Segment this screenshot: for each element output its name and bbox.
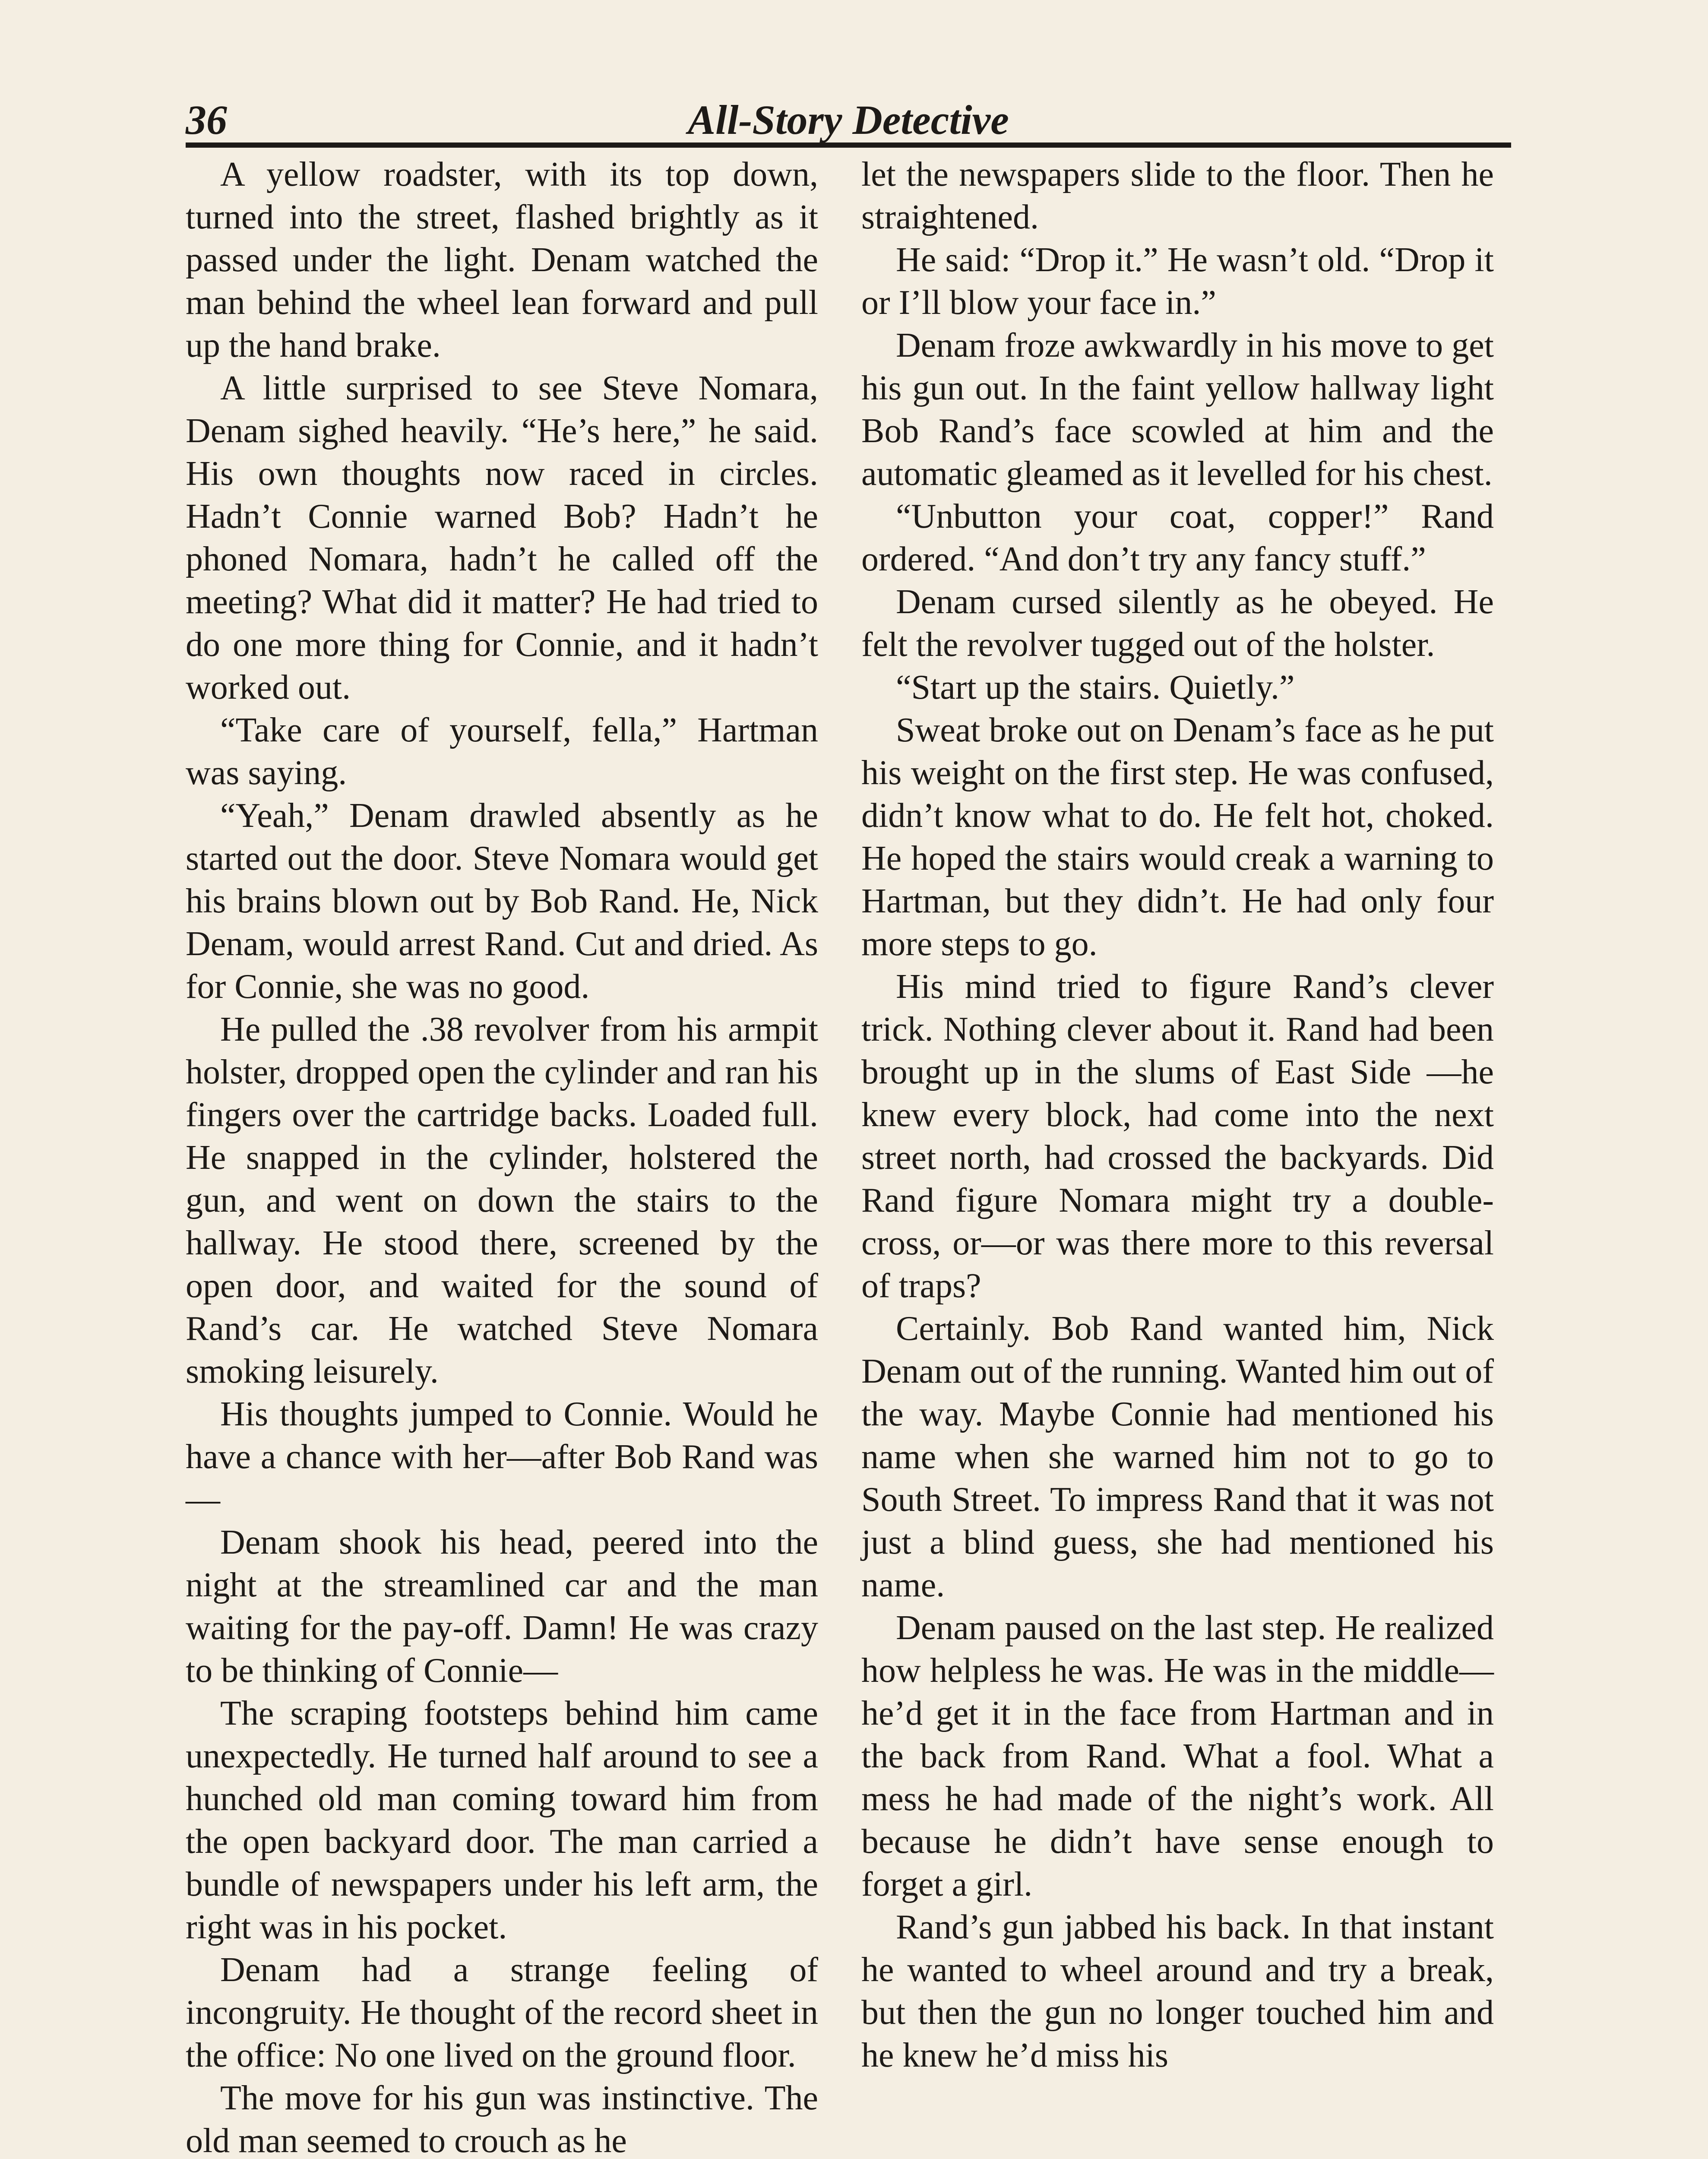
paragraph: Denam paused on the last step. He realized how helpless he was. He was in the middle—he’d get it in the face from Hartman and in the back from Rand. What a fool. What a mess he had made of the night’s work. All because he didn’t have sense enough to forget a girl. xyxy=(861,1609,1494,1903)
paragraph: Denam cursed silently as he obeyed. He felt the revolver tugged out of the holster. xyxy=(861,583,1494,664)
page-header xyxy=(186,91,1511,148)
paragraph: The scraping footsteps behind him came unexpectedly. He turned half around to see a hunched old man coming toward him from the open backyard door. The man carried a bundle of newspapers under his left arm, the right was in his pocket. xyxy=(186,1694,818,1946)
paragraph: “Take care of yourself, fella,” Hartman was saying. xyxy=(186,711,818,792)
paragraph: He pulled the .38 revolver from his armpit holster, dropped open the cylinder and ran his fingers over the cartridge backs. Loaded full. He snapped in the cylinder, holstered the gun, and went on down the stairs to the hallway. He stood there, screened by the open door, and waited for the sound of Rand’s car. He watched Steve Nomara smoking leisurely. xyxy=(186,1010,818,1390)
paragraph-continuation: let the newspapers slide to the floor. Then he straightened. xyxy=(861,155,1494,236)
paragraph: His mind tried to figure Rand’s clever trick. Nothing clever about it. Rand had been brought up in the slums of East Side —he knew every block, had come into the next street north, had crossed the backyards. Did Rand figure Nomara might try a double-cross, or—or was there more to this reversal of traps? xyxy=(861,968,1494,1305)
paragraph: Rand’s gun jabbed his back. In that instant he wanted to wheel around and try a break, but then the gun no longer touched him and he knew he’d miss his xyxy=(861,1908,1494,2074)
paragraph: Sweat broke out on Denam’s face as he put his weight on the first step. He was confused, didn’t know what to do. He felt hot, choked. He hoped the stairs would creak a warning to Hartman, but they didn’t. He had only four more steps to go. xyxy=(861,711,1494,963)
paragraph: “Unbutton your coat, copper!” Rand ordered. “And don’t try any fancy stuff.” xyxy=(861,497,1494,578)
paragraph: A little surprised to see Steve Nomara, Denam sighed heavily. “He’s here,” he said. His own thoughts now raced in circles. Hadn’t Connie warned Bob? Hadn’t he phoned Nomara, hadn’t he called off the meeting? What did it matter? He had tried to do one more thing for Connie, and it hadn’t worked out. xyxy=(186,369,818,706)
page-number: 36 xyxy=(186,97,227,143)
paragraph: “Yeah,” Denam drawled absently as he started out the door. Steve Nomara would get his brains blown out by Bob Rand. He, Nick Denam, would arrest Rand. Cut and dried. As for Connie, she was no good. xyxy=(186,797,818,1006)
paragraph: Denam had a strange feeling of incongruity. He thought of the record sheet in the office: No one lived on the ground floor. xyxy=(186,1951,818,2074)
left-column xyxy=(186,153,818,2159)
paragraph: His thoughts jumped to Connie. Would he have a chance with her—after Bob Rand was— xyxy=(186,1395,818,1519)
paragraph: Denam shook his head, peered into the night at the streamlined car and the man waiting for the pay-off. Damn! He was crazy to be thinking of Connie— xyxy=(186,1523,818,1690)
paragraph: Denam froze awkwardly in his move to get his gun out. In the faint yellow hallway light Bob Rand’s face scowled at him and the automatic gleamed as it levelled for his chest. xyxy=(861,326,1494,493)
right-column xyxy=(861,153,1494,2077)
paragraph: Certainly. Bob Rand wanted him, Nick Denam out of the running. Wanted him out of the way. Maybe Connie had mentioned his name when she warned him not to go to South Street. To impress Rand that it was not just a blind guess, she had mentioned his name. xyxy=(861,1310,1494,1604)
running-title: All-Story Detective xyxy=(688,97,1009,143)
paragraph: The move for his gun was instinctive. The old man seemed to crouch as he xyxy=(186,2079,818,2159)
paragraph: He said: “Drop it.” He wasn’t old. “Drop it or I’ll blow your face in.” xyxy=(861,241,1494,322)
paragraph: A yellow roadster, with its top down, turned into the street, flashed brightly as it passed under the light. Denam watched the man behind the wheel lean forward and pull up the hand brake. xyxy=(186,155,818,364)
paragraph: “Start up the stairs. Quietly.” xyxy=(896,668,1295,706)
